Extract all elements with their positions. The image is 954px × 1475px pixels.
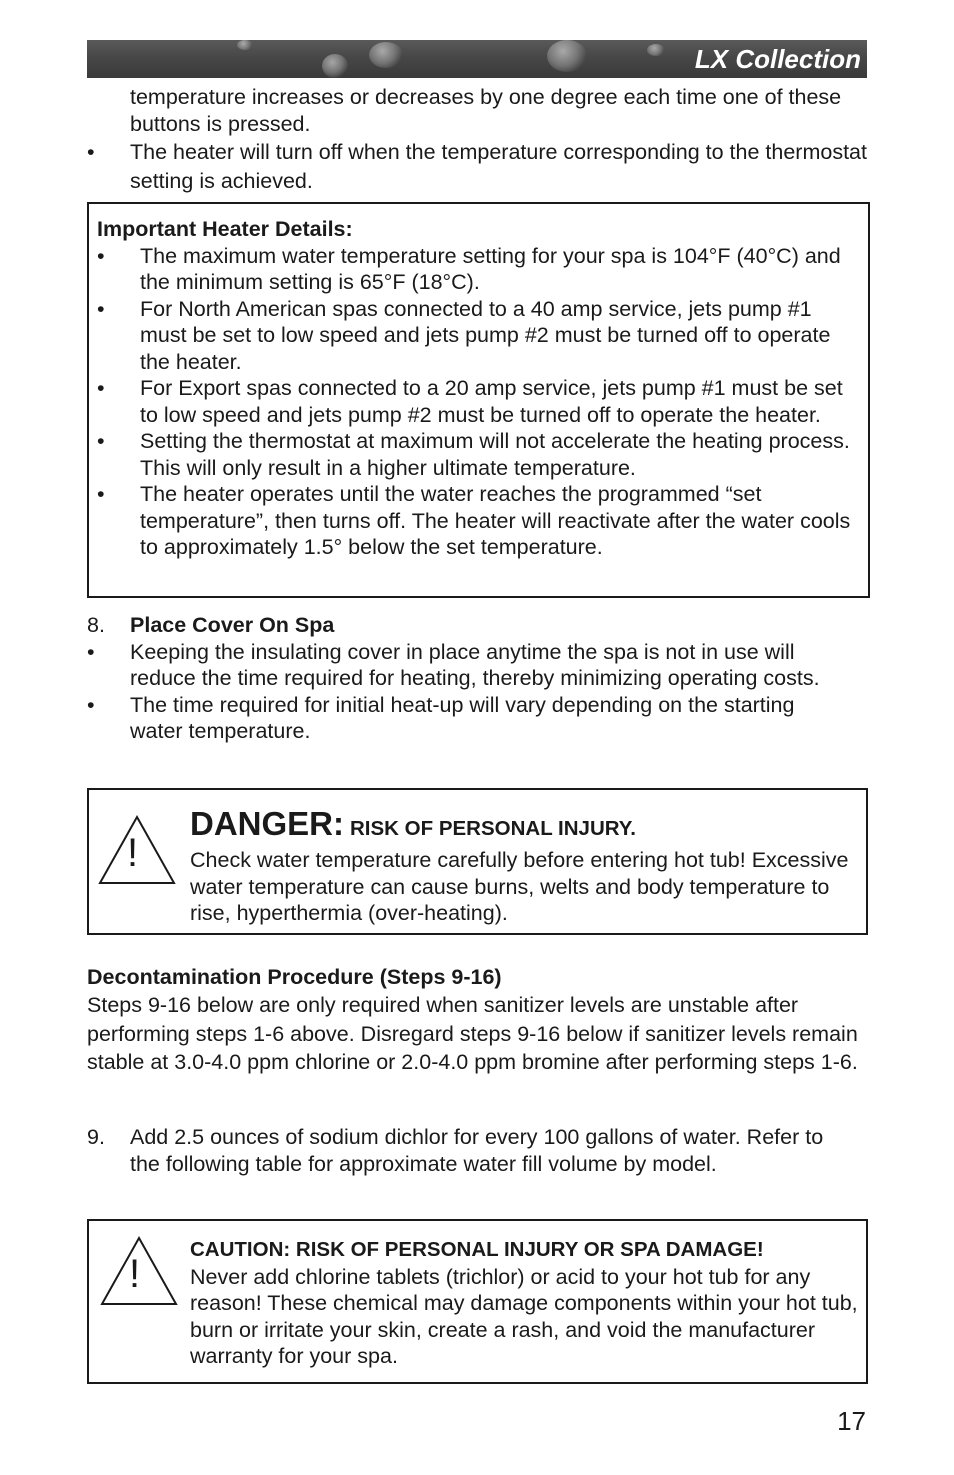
- step-8-section: [87, 612, 827, 745]
- bullet-marker: •: [97, 376, 105, 400]
- intro-section: [87, 84, 877, 196]
- decorative-bubble: [369, 42, 403, 68]
- decorative-bubble: [647, 44, 665, 56]
- decorative-bubble: [322, 54, 348, 78]
- step-number: 9.: [87, 1125, 105, 1149]
- step-8-item: • Keeping the insulating cover in place anytime the spa is not in use will reduce the time required for heating, thereby minimizing operating costs.: [87, 639, 820, 690]
- decon-title: Decontamination Procedure (Steps 9-16): [87, 965, 502, 989]
- heater-details-box: [87, 202, 870, 598]
- heater-detail-item: • For Export spas connected to a 20 amp service, jets pump #1 must be set to low speed and jets pump #2 must be turned off to operate the heater.: [97, 376, 843, 427]
- header-bar: [87, 40, 867, 78]
- danger-heading: DANGER:: [190, 805, 344, 842]
- decon-text: Steps 9-16 below are only required when sanitizer levels are unstable after performing steps 1-6 above. Disregard steps 9-16 below if sanitizer levels remain stable at 3.0-4.0 ppm chlorine or 2.0-4.0 ppm bromine after performing steps 1-6.: [87, 993, 858, 1074]
- heater-details-title: Important Heater Details:: [97, 217, 353, 241]
- page-number: 17: [837, 1406, 866, 1436]
- bullet-marker: •: [87, 639, 95, 664]
- danger-box: [87, 788, 868, 935]
- bullet-marker: •: [87, 140, 95, 164]
- heater-detail-item: • Setting the thermostat at maximum will not accelerate the heating process. This will only result in a higher ultimate temperature.: [97, 429, 850, 480]
- danger-subheading: RISK OF PERSONAL INJURY.: [349, 817, 636, 840]
- step-number: 8.: [87, 613, 105, 637]
- bullet-marker: •: [97, 482, 105, 506]
- caution-heading: CAUTION: RISK OF PERSONAL INJURY OR SPA DAMAGE!: [190, 1238, 764, 1261]
- warning-exclamation: !: [129, 1252, 141, 1296]
- decorative-bubble: [547, 40, 587, 72]
- heater-detail-item: • The heater operates until the water reaches the programmed “set temperature”, then turns off. The heater will reactivate after the water cools to approximately 1.5° below the set temperature.: [97, 482, 851, 559]
- step-8-heading: 8. Place Cover On Spa: [87, 613, 335, 637]
- danger-content: [190, 806, 866, 927]
- caution-text: Never add chlorine tablets (trichlor) or acid to your hot tub for any reason! These chemical may damage components within your hot tub, burn or irritate your skin, create a rash, and void the manufacturer warranty for your spa.: [190, 1264, 858, 1368]
- bullet-marker: •: [97, 429, 105, 453]
- step-9-section: [87, 1124, 827, 1177]
- heater-detail-item: • For North American spas connected to a 40 amp service, jets pump #1 must be set to low speed and jets pump #2 must be turned off to operate the heater.: [97, 296, 831, 374]
- bullet-marker: •: [97, 243, 105, 268]
- decontamination-section: [87, 964, 867, 1077]
- step-8-item: • The time required for initial heat-up will vary depending on the starting water temperature.: [87, 692, 795, 743]
- header-title: LX Collection: [694, 44, 861, 74]
- heater-detail-item: • The maximum water temperature setting for your spa is 104°F (40°C) and the minimum setting is 65°F (18°C).: [97, 243, 841, 294]
- bullet-marker: •: [97, 296, 105, 321]
- step-9-item: 9. Add 2.5 ounces of sodium dichlor for every 100 gallons of water. Refer to the following table for approximate water fill volume by model.: [87, 1125, 824, 1176]
- caution-box: [87, 1219, 868, 1384]
- danger-text: Check water temperature carefully before entering hot tub! Excessive water temperature can cause burns, welts and body temperature to rise, hyperthermia (over-heating).: [190, 848, 849, 925]
- bullet-marker: •: [87, 692, 95, 717]
- danger-heading-line: [190, 806, 866, 847]
- caution-content: [190, 1237, 866, 1370]
- warning-exclamation: !: [127, 831, 139, 875]
- intro-continued-text: temperature increases or decreases by one degree each time one of these buttons is pressed.: [130, 85, 842, 136]
- decorative-bubble: [237, 40, 253, 50]
- intro-bullet: • The heater will turn off when the temperature corresponding to the thermostat setting is achieved.: [87, 140, 867, 193]
